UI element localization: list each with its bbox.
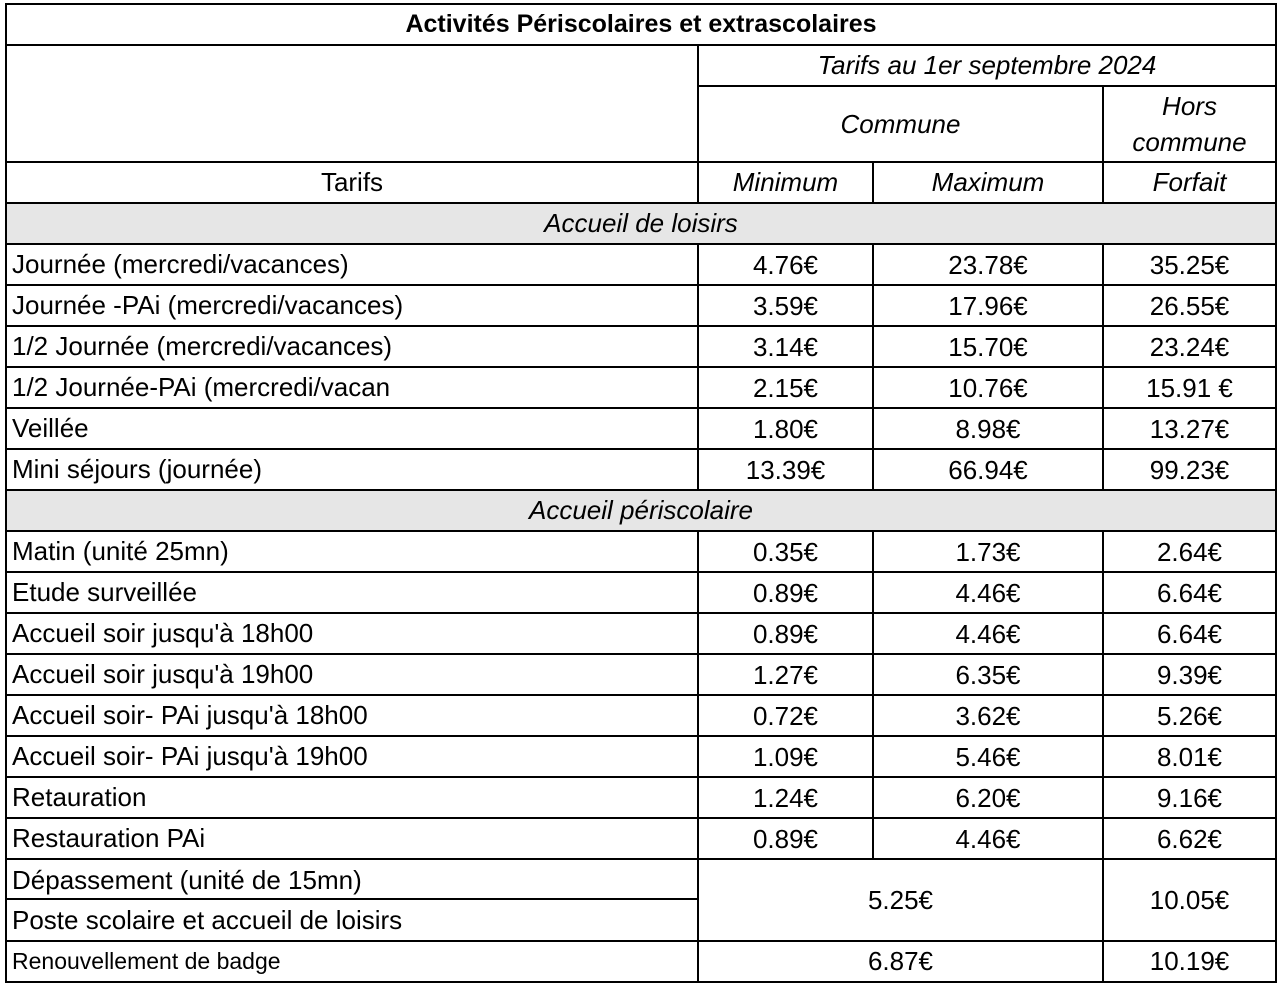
depassement-forfait-value: 10.05€ xyxy=(1103,859,1276,941)
forfait-value: 6.64€ xyxy=(1103,572,1276,613)
minimum-value: 0.89€ xyxy=(698,818,873,859)
tarifs-date-header: Tarifs au 1er septembre 2024 xyxy=(698,45,1276,86)
column-header-row xyxy=(6,162,1276,203)
tarifs-table xyxy=(5,3,1277,983)
badge-row xyxy=(6,941,1276,982)
minimum-value: 3.14€ xyxy=(698,326,873,367)
table-row xyxy=(6,244,1276,285)
minimum-value: 0.72€ xyxy=(698,695,873,736)
minimum-value: 13.39€ xyxy=(698,449,873,490)
hors-commune-header: Hors commune xyxy=(1103,86,1276,162)
badge-forfait-value: 10.19€ xyxy=(1103,941,1276,982)
forfait-value: 99.23€ xyxy=(1103,449,1276,490)
maximum-value: 4.46€ xyxy=(873,613,1103,654)
table-row xyxy=(6,613,1276,654)
row-label: Accueil soir- PAi jusqu'à 18h00 xyxy=(6,695,698,736)
minimum-value: 1.27€ xyxy=(698,654,873,695)
date-row xyxy=(6,45,1276,86)
forfait-value: 13.27€ xyxy=(1103,408,1276,449)
minimum-value: 0.35€ xyxy=(698,531,873,572)
table-row xyxy=(6,449,1276,490)
forfait-value: 5.26€ xyxy=(1103,695,1276,736)
table-row xyxy=(6,572,1276,613)
table-row xyxy=(6,736,1276,777)
badge-label: Renouvellement de badge xyxy=(6,941,698,982)
badge-commune-value: 6.87€ xyxy=(698,941,1103,982)
row-label: Restauration PAi xyxy=(6,818,698,859)
maximum-value: 1.73€ xyxy=(873,531,1103,572)
table-row xyxy=(6,695,1276,736)
maximum-value: 4.46€ xyxy=(873,818,1103,859)
minimum-value: 1.24€ xyxy=(698,777,873,818)
forfait-value: 2.64€ xyxy=(1103,531,1276,572)
forfait-value: 9.16€ xyxy=(1103,777,1276,818)
forfait-column-header: Forfait xyxy=(1103,162,1276,203)
table-row xyxy=(6,408,1276,449)
table-row xyxy=(6,367,1276,408)
row-label: Retauration xyxy=(6,777,698,818)
section-header-loisirs: Accueil de loisirs xyxy=(6,203,1276,244)
row-label: Veillée xyxy=(6,408,698,449)
maximum-value: 6.20€ xyxy=(873,777,1103,818)
commune-header: Commune xyxy=(698,86,1103,162)
minimum-value: 4.76€ xyxy=(698,244,873,285)
minimum-value: 0.89€ xyxy=(698,613,873,654)
maximum-value: 15.70€ xyxy=(873,326,1103,367)
row-label: Mini séjours (journée) xyxy=(6,449,698,490)
section-header-periscolaire: Accueil périscolaire xyxy=(6,490,1276,531)
periscolaire-rows xyxy=(6,531,1276,859)
loisirs-rows xyxy=(6,244,1276,490)
minimum-value: 1.80€ xyxy=(698,408,873,449)
forfait-value: 8.01€ xyxy=(1103,736,1276,777)
depassement-row xyxy=(6,859,1276,941)
tarifs-column-header: Tarifs xyxy=(6,162,698,203)
section-row-loisirs xyxy=(6,203,1276,244)
maximum-value: 8.98€ xyxy=(873,408,1103,449)
minimum-column-header: Minimum xyxy=(698,162,873,203)
forfait-value: 6.64€ xyxy=(1103,613,1276,654)
title-row xyxy=(6,4,1276,45)
row-label: Accueil soir jusqu'à 18h00 xyxy=(6,613,698,654)
row-label: Etude surveillée xyxy=(6,572,698,613)
depassement-commune-value: 5.25€ xyxy=(698,859,1103,941)
forfait-value: 23.24€ xyxy=(1103,326,1276,367)
maximum-value: 17.96€ xyxy=(873,285,1103,326)
maximum-value: 66.94€ xyxy=(873,449,1103,490)
table-row xyxy=(6,777,1276,818)
table-row xyxy=(6,285,1276,326)
minimum-value: 0.89€ xyxy=(698,572,873,613)
depassement-label: Dépassement (unité de 15mn) xyxy=(7,860,697,900)
row-label: 1/2 Journée-PAi (mercredi/vacan xyxy=(6,367,698,408)
table-title: Activités Périscolaires et extrascolaires xyxy=(6,4,1276,45)
maximum-value: 10.76€ xyxy=(873,367,1103,408)
maximum-value: 6.35€ xyxy=(873,654,1103,695)
table-row xyxy=(6,818,1276,859)
row-label: Journée (mercredi/vacances) xyxy=(6,244,698,285)
minimum-value: 2.15€ xyxy=(698,367,873,408)
forfait-value: 15.91 € xyxy=(1103,367,1276,408)
table-row xyxy=(6,654,1276,695)
row-label: Accueil soir jusqu'à 19h00 xyxy=(6,654,698,695)
maximum-value: 5.46€ xyxy=(873,736,1103,777)
forfait-value: 6.62€ xyxy=(1103,818,1276,859)
empty-header-cell xyxy=(6,45,698,162)
forfait-value: 9.39€ xyxy=(1103,654,1276,695)
table-row xyxy=(6,531,1276,572)
table-row xyxy=(6,326,1276,367)
section-row-periscolaire xyxy=(6,490,1276,531)
maximum-value: 23.78€ xyxy=(873,244,1103,285)
row-label: Matin (unité 25mn) xyxy=(6,531,698,572)
forfait-value: 35.25€ xyxy=(1103,244,1276,285)
maximum-column-header: Maximum xyxy=(873,162,1103,203)
row-label: 1/2 Journée (mercredi/vacances) xyxy=(6,326,698,367)
forfait-value: 26.55€ xyxy=(1103,285,1276,326)
minimum-value: 3.59€ xyxy=(698,285,873,326)
maximum-value: 3.62€ xyxy=(873,695,1103,736)
minimum-value: 1.09€ xyxy=(698,736,873,777)
row-label: Accueil soir- PAi jusqu'à 19h00 xyxy=(6,736,698,777)
row-label: Journée -PAi (mercredi/vacances) xyxy=(6,285,698,326)
maximum-value: 4.46€ xyxy=(873,572,1103,613)
poste-scolaire-label: Poste scolaire et accueil de loisirs xyxy=(12,905,403,935)
depassement-label-cell xyxy=(6,859,698,941)
